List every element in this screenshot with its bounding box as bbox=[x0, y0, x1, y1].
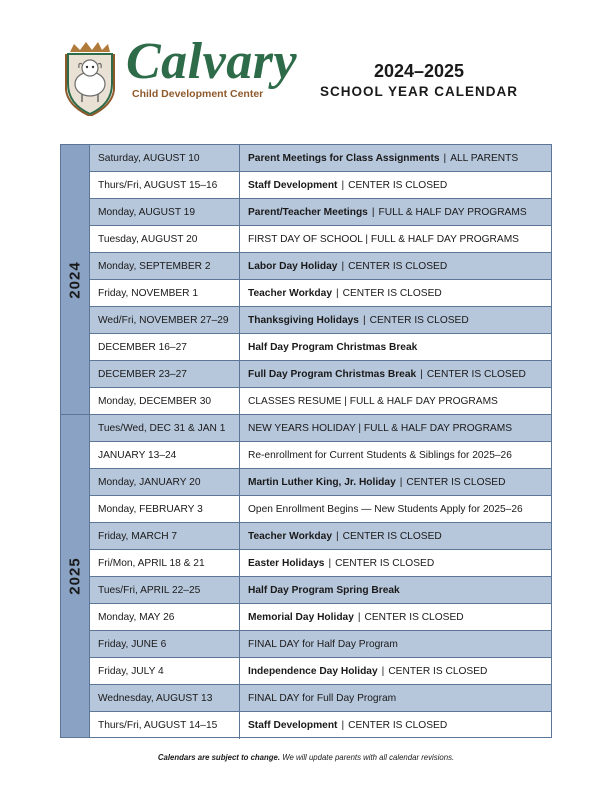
calendar-row bbox=[90, 172, 551, 199]
calendar-row bbox=[90, 388, 551, 415]
event-detail: CENTER IS CLOSED bbox=[426, 368, 526, 380]
calendar-row bbox=[90, 685, 551, 712]
row-event bbox=[240, 658, 551, 684]
row-event bbox=[240, 496, 551, 522]
separator: | bbox=[443, 152, 447, 164]
event-detail: NEW YEARS HOLIDAY | FULL & HALF DAY PROGRAMS bbox=[248, 422, 513, 434]
separator: | bbox=[336, 530, 339, 542]
separator: | bbox=[357, 611, 361, 623]
event-title: Easter Holidays bbox=[248, 557, 325, 569]
row-event bbox=[240, 685, 551, 711]
row-event bbox=[240, 631, 551, 657]
separator: | bbox=[336, 287, 339, 299]
lamb-crest-icon bbox=[60, 40, 120, 116]
calendar-row bbox=[90, 550, 551, 577]
row-date: Monday, MAY 26 bbox=[90, 604, 240, 630]
calendar-row bbox=[90, 361, 551, 388]
row-date: Friday, JUNE 6 bbox=[90, 631, 240, 657]
calendar-row bbox=[90, 253, 551, 280]
row-event bbox=[240, 199, 551, 225]
calendar-row bbox=[90, 496, 551, 523]
row-event bbox=[240, 226, 551, 252]
event-detail: CENTER IS CLOSED bbox=[388, 665, 488, 677]
event-title: Half Day Program Spring Break bbox=[248, 584, 400, 596]
event-detail: CENTER IS CLOSED bbox=[348, 720, 448, 731]
footer-bold: Calendars are subject to change. bbox=[157, 753, 281, 762]
row-date: JANUARY 13–24 bbox=[90, 442, 240, 468]
event-detail: FINAL DAY for Full Day Program bbox=[248, 692, 397, 704]
row-event bbox=[240, 172, 551, 198]
row-date: Monday, FEBRUARY 3 bbox=[90, 496, 240, 522]
event-title: Full Day Program Christmas Break bbox=[248, 368, 417, 380]
event-title: Teacher Workday bbox=[248, 530, 332, 542]
row-event bbox=[240, 442, 551, 468]
row-event bbox=[240, 307, 551, 333]
row-date: Monday, AUGUST 19 bbox=[90, 199, 240, 225]
event-title: Labor Day Holiday bbox=[248, 260, 338, 272]
row-event bbox=[240, 577, 551, 603]
row-date: Fri/Mon, APRIL 18 & 21 bbox=[90, 550, 240, 576]
calendar-row bbox=[90, 226, 551, 253]
calendar-row bbox=[90, 712, 551, 739]
event-title: Parent/Teacher Meetings bbox=[248, 206, 368, 218]
row-date: Monday, DECEMBER 30 bbox=[90, 388, 240, 414]
row-event bbox=[240, 523, 551, 549]
calendar-row bbox=[90, 307, 551, 334]
logo-subtitle: Child Development Center bbox=[132, 88, 264, 100]
separator: | bbox=[362, 314, 366, 326]
row-date: Friday, MARCH 7 bbox=[90, 523, 240, 549]
calendar-row bbox=[90, 469, 551, 496]
row-date: DECEMBER 23–27 bbox=[90, 361, 240, 387]
calendar-row bbox=[90, 145, 551, 172]
event-detail: CENTER IS CLOSED bbox=[348, 260, 448, 272]
calendar-row bbox=[90, 604, 551, 631]
event-title: Parent Meetings for Class Assignments bbox=[248, 152, 440, 164]
row-date: Tues/Fri, APRIL 22–25 bbox=[90, 577, 240, 603]
event-title: Independence Day Holiday bbox=[248, 665, 378, 677]
separator: | bbox=[381, 665, 385, 677]
row-date: Tuesday, AUGUST 20 bbox=[90, 226, 240, 252]
event-title: Teacher Workday bbox=[248, 287, 332, 299]
page-subtitle: SCHOOL YEAR CALENDAR bbox=[319, 84, 519, 99]
year-label: 2025 bbox=[66, 557, 84, 595]
row-event bbox=[240, 712, 551, 739]
row-date: Monday, SEPTEMBER 2 bbox=[90, 253, 240, 279]
event-title: Half Day Program Christmas Break bbox=[248, 341, 418, 353]
calendar-row bbox=[90, 280, 551, 307]
event-title: Memorial Day Holiday bbox=[248, 611, 354, 623]
year-label: 2024 bbox=[66, 260, 84, 299]
row-date: Wed/Fri, NOVEMBER 27–29 bbox=[90, 307, 240, 333]
event-detail: CENTER IS CLOSED bbox=[348, 179, 448, 191]
year-column-2025 bbox=[61, 415, 90, 737]
calendar-rows bbox=[90, 145, 551, 739]
row-date: DECEMBER 16–27 bbox=[90, 334, 240, 360]
year-column-2024 bbox=[61, 145, 90, 415]
row-date: Friday, NOVEMBER 1 bbox=[90, 280, 240, 306]
page-title: 2024–2025 bbox=[373, 61, 465, 81]
calendar-row bbox=[90, 577, 551, 604]
event-title: Martin Luther King, Jr. Holiday bbox=[248, 476, 396, 488]
calendar-row bbox=[90, 199, 551, 226]
footer-text: We will update parents with all calendar revisions. bbox=[282, 753, 455, 762]
row-event bbox=[240, 145, 551, 171]
row-date: Monday, JANUARY 20 bbox=[90, 469, 240, 495]
row-date: Tues/Wed, DEC 31 & JAN 1 bbox=[90, 415, 240, 441]
row-event bbox=[240, 388, 551, 414]
event-detail: CENTER IS CLOSED bbox=[342, 530, 442, 542]
event-detail: CENTER IS CLOSED bbox=[369, 314, 469, 326]
event-title: Staff Development bbox=[248, 720, 338, 731]
calendar-row bbox=[90, 334, 551, 361]
row-date: Saturday, AUGUST 10 bbox=[90, 145, 240, 171]
row-date: Thurs/Fri, AUGUST 14–15 bbox=[90, 712, 240, 739]
row-event bbox=[240, 334, 551, 360]
separator: | bbox=[341, 260, 345, 272]
row-event bbox=[240, 469, 551, 495]
event-title: Thanksgiving Holidays bbox=[248, 314, 359, 326]
row-event bbox=[240, 253, 551, 279]
logo bbox=[60, 33, 298, 118]
calendar-table bbox=[60, 144, 552, 738]
separator: | bbox=[420, 368, 423, 380]
row-event bbox=[240, 280, 551, 306]
calendar-row bbox=[90, 658, 551, 685]
logo-name: Calvary bbox=[126, 33, 298, 90]
event-detail: FINAL DAY for Half Day Program bbox=[248, 638, 398, 650]
separator: | bbox=[328, 557, 332, 569]
event-detail: ALL PARENTS bbox=[450, 152, 519, 164]
calendar-row bbox=[90, 523, 551, 550]
row-event bbox=[240, 361, 551, 387]
row-event bbox=[240, 415, 551, 441]
event-detail: CENTER IS CLOSED bbox=[364, 611, 464, 623]
separator: | bbox=[399, 476, 403, 488]
event-detail: Re-enrollment for Current Students & Siblings for 2025–26 bbox=[248, 449, 512, 461]
event-detail: CENTER IS CLOSED bbox=[406, 476, 506, 488]
event-detail: Open Enrollment Begins — New Students Apply for 2025–26 bbox=[248, 503, 523, 515]
row-event bbox=[240, 550, 551, 576]
calendar-row bbox=[90, 415, 551, 442]
event-detail: CENTER IS CLOSED bbox=[335, 557, 435, 569]
event-detail: CLASSES RESUME | FULL & HALF DAY PROGRAMS bbox=[248, 395, 498, 407]
calendar-row bbox=[90, 442, 551, 469]
event-detail: FULL & HALF DAY PROGRAMS bbox=[378, 206, 527, 218]
row-date: Thurs/Fri, AUGUST 15–16 bbox=[90, 172, 240, 198]
separator: | bbox=[341, 179, 345, 191]
event-detail: FIRST DAY OF SCHOOL | FULL & HALF DAY PROGRAMS bbox=[248, 233, 519, 245]
row-event bbox=[240, 604, 551, 630]
row-date: Wednesday, AUGUST 13 bbox=[90, 685, 240, 711]
calendar-row bbox=[90, 631, 551, 658]
row-date: Friday, JULY 4 bbox=[90, 658, 240, 684]
footer-note bbox=[0, 753, 612, 762]
event-title: Staff Development bbox=[248, 179, 338, 191]
separator: | bbox=[341, 720, 345, 731]
event-detail: CENTER IS CLOSED bbox=[342, 287, 442, 299]
title-block bbox=[300, 60, 538, 99]
separator: | bbox=[371, 206, 375, 218]
